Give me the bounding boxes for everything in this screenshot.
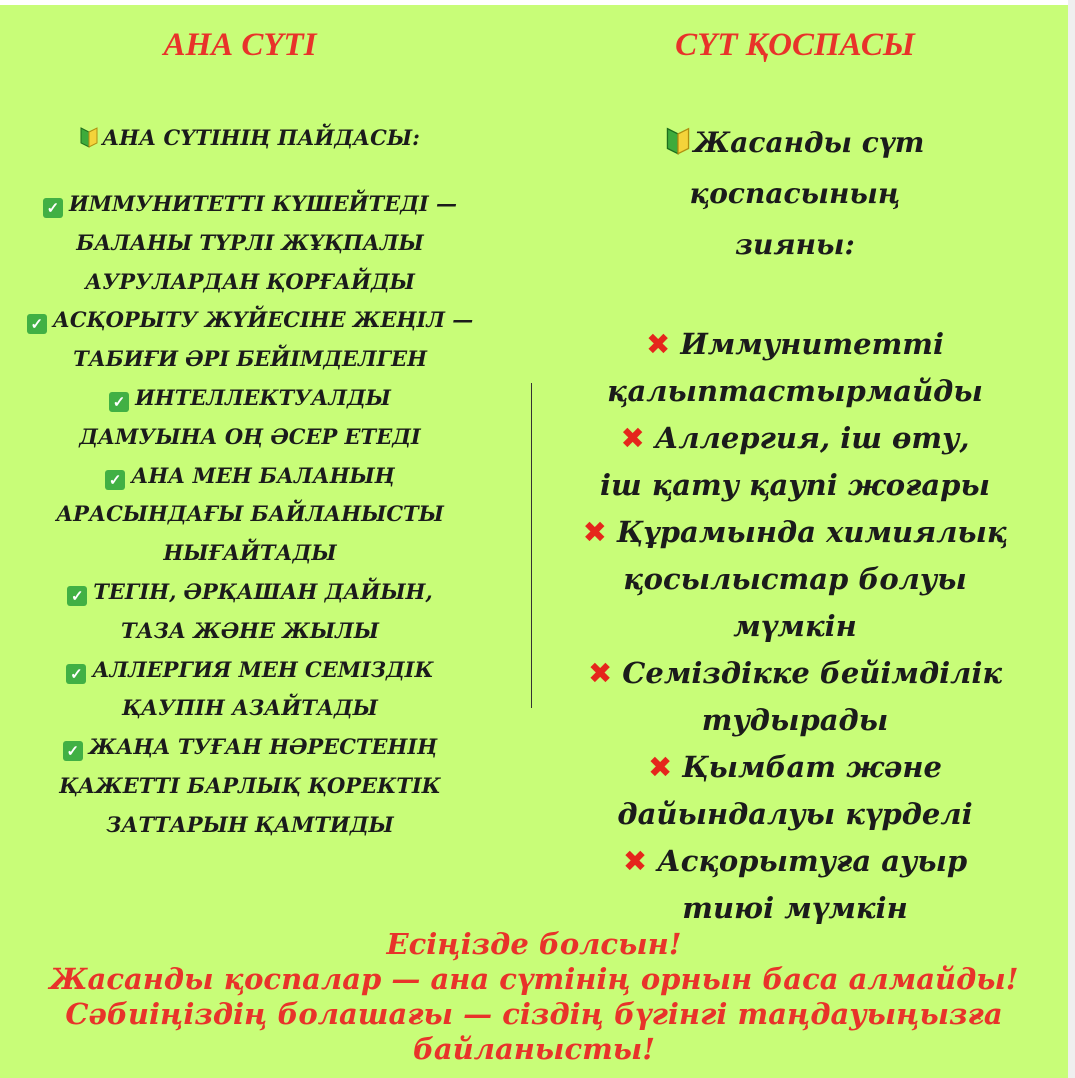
list-item: ✓ ЖАҢА ТУҒАН НӘРЕСТЕНІҢ ҚАЖЕТТІ БАРЛЫҚ ҚОРЕКТІК ЗАТТАРЫН ҚАМТИДЫ [59,734,441,837]
check-mark-icon: ✓ [63,741,83,761]
list-item: ✓ АНА МЕН БАЛАНЫҢ АРАСЫНДАҒЫ БАЙЛАНЫСТЫ НЫҒАЙТАДЫ [56,462,444,566]
list-item: ✓ ИНТЕЛЛЕКТУАЛДЫ ДАМУЫНА ОҢ ӘСЕР ЕТЕДІ [79,384,421,449]
list-item: ✖ Иммунитетті қалыптастырмайды [545,321,1045,415]
benefits-list [0,185,500,845]
column-divider [531,383,532,708]
beginner-leaf-icon [80,126,98,148]
check-mark-icon: ✓ [67,586,87,606]
beginner-leaf-icon [666,126,690,155]
check-mark-icon: ✓ [27,314,47,334]
cross-mark-icon: ✖ [646,327,671,361]
cross-mark-icon: ✖ [622,844,648,878]
left-column-title: АНА СҮТІ [163,27,317,63]
list-item: ✓ АЛЛЕРГИЯ МЕН СЕМІЗДІК ҚАУПІН АЗАЙТАДЫ [0,651,500,729]
list-item: ✓ ИММУНИТЕТТІ КҮШЕЙТЕДІ — БАЛАНЫ ТҮРЛІ ЖҰҚПАЛЫ АУРУЛАРДАН ҚОРҒАЙДЫ [0,185,500,301]
check-mark-icon: ✓ [66,664,86,684]
list-item: ✓ АСҚОРЫТУ ЖҮЙЕСІНЕ ЖЕҢІЛ — ТАБИҒИ ӘРІ БЕЙІМДЕЛГЕН [0,301,500,379]
harms-heading [545,117,1045,270]
list-item: ✖ Құрамында химиялық қосылыстар болуы мүмкін [545,509,1045,650]
harms-heading-text: Жасанды сүт қоспасының зияны: [689,126,925,261]
footer-line-2: Жасанды қоспалар — ана сүтінің орнын баса алмайды! [49,962,1019,996]
reminder-footer [0,927,1068,1067]
formula-harms-column [545,117,1045,932]
right-column-title: СҮТ ҚОСПАСЫ [675,27,915,63]
footer-line-4: байланысты! [412,1032,656,1066]
list-item: ✖ Семіздікке бейімділік тудырады [545,650,1045,744]
cross-mark-icon: ✖ [587,656,613,690]
list-item: ✓ ТЕГІН, ӘРҚАШАН ДАЙЫН, ТАЗА ЖӘНЕ ЖЫЛЫ [0,573,500,651]
list-item: ✖ Асқорытуға ауыр тиюі мүмкін [545,838,1045,932]
poster [0,5,1068,1078]
list-item: ✖ Аллергия, іш өту, іш қату қаупі жоғары [545,415,1045,509]
check-mark-icon: ✓ [43,198,63,218]
check-mark-icon: ✓ [109,392,129,412]
check-mark-icon: ✓ [105,470,125,490]
benefits-heading [0,115,500,161]
footer-line-3: Сәбиіңіздің болашағы — сіздің бүгінгі таңдауыңызға [65,997,1003,1031]
cross-mark-icon: ✖ [582,515,607,549]
benefits-heading-text: АНА СҮТІНІҢ ПАЙДАСЫ: [102,125,420,150]
right-edge-margin [1068,0,1075,1078]
cross-mark-icon: ✖ [620,421,645,455]
footer-line-1: Есіңізде болсын! [386,927,682,961]
harms-list [545,321,1045,932]
list-item: ✖ Қымбат және дайындалуы күрделі [545,744,1045,838]
breast-milk-benefits-column [0,115,500,845]
cross-mark-icon: ✖ [648,750,673,784]
